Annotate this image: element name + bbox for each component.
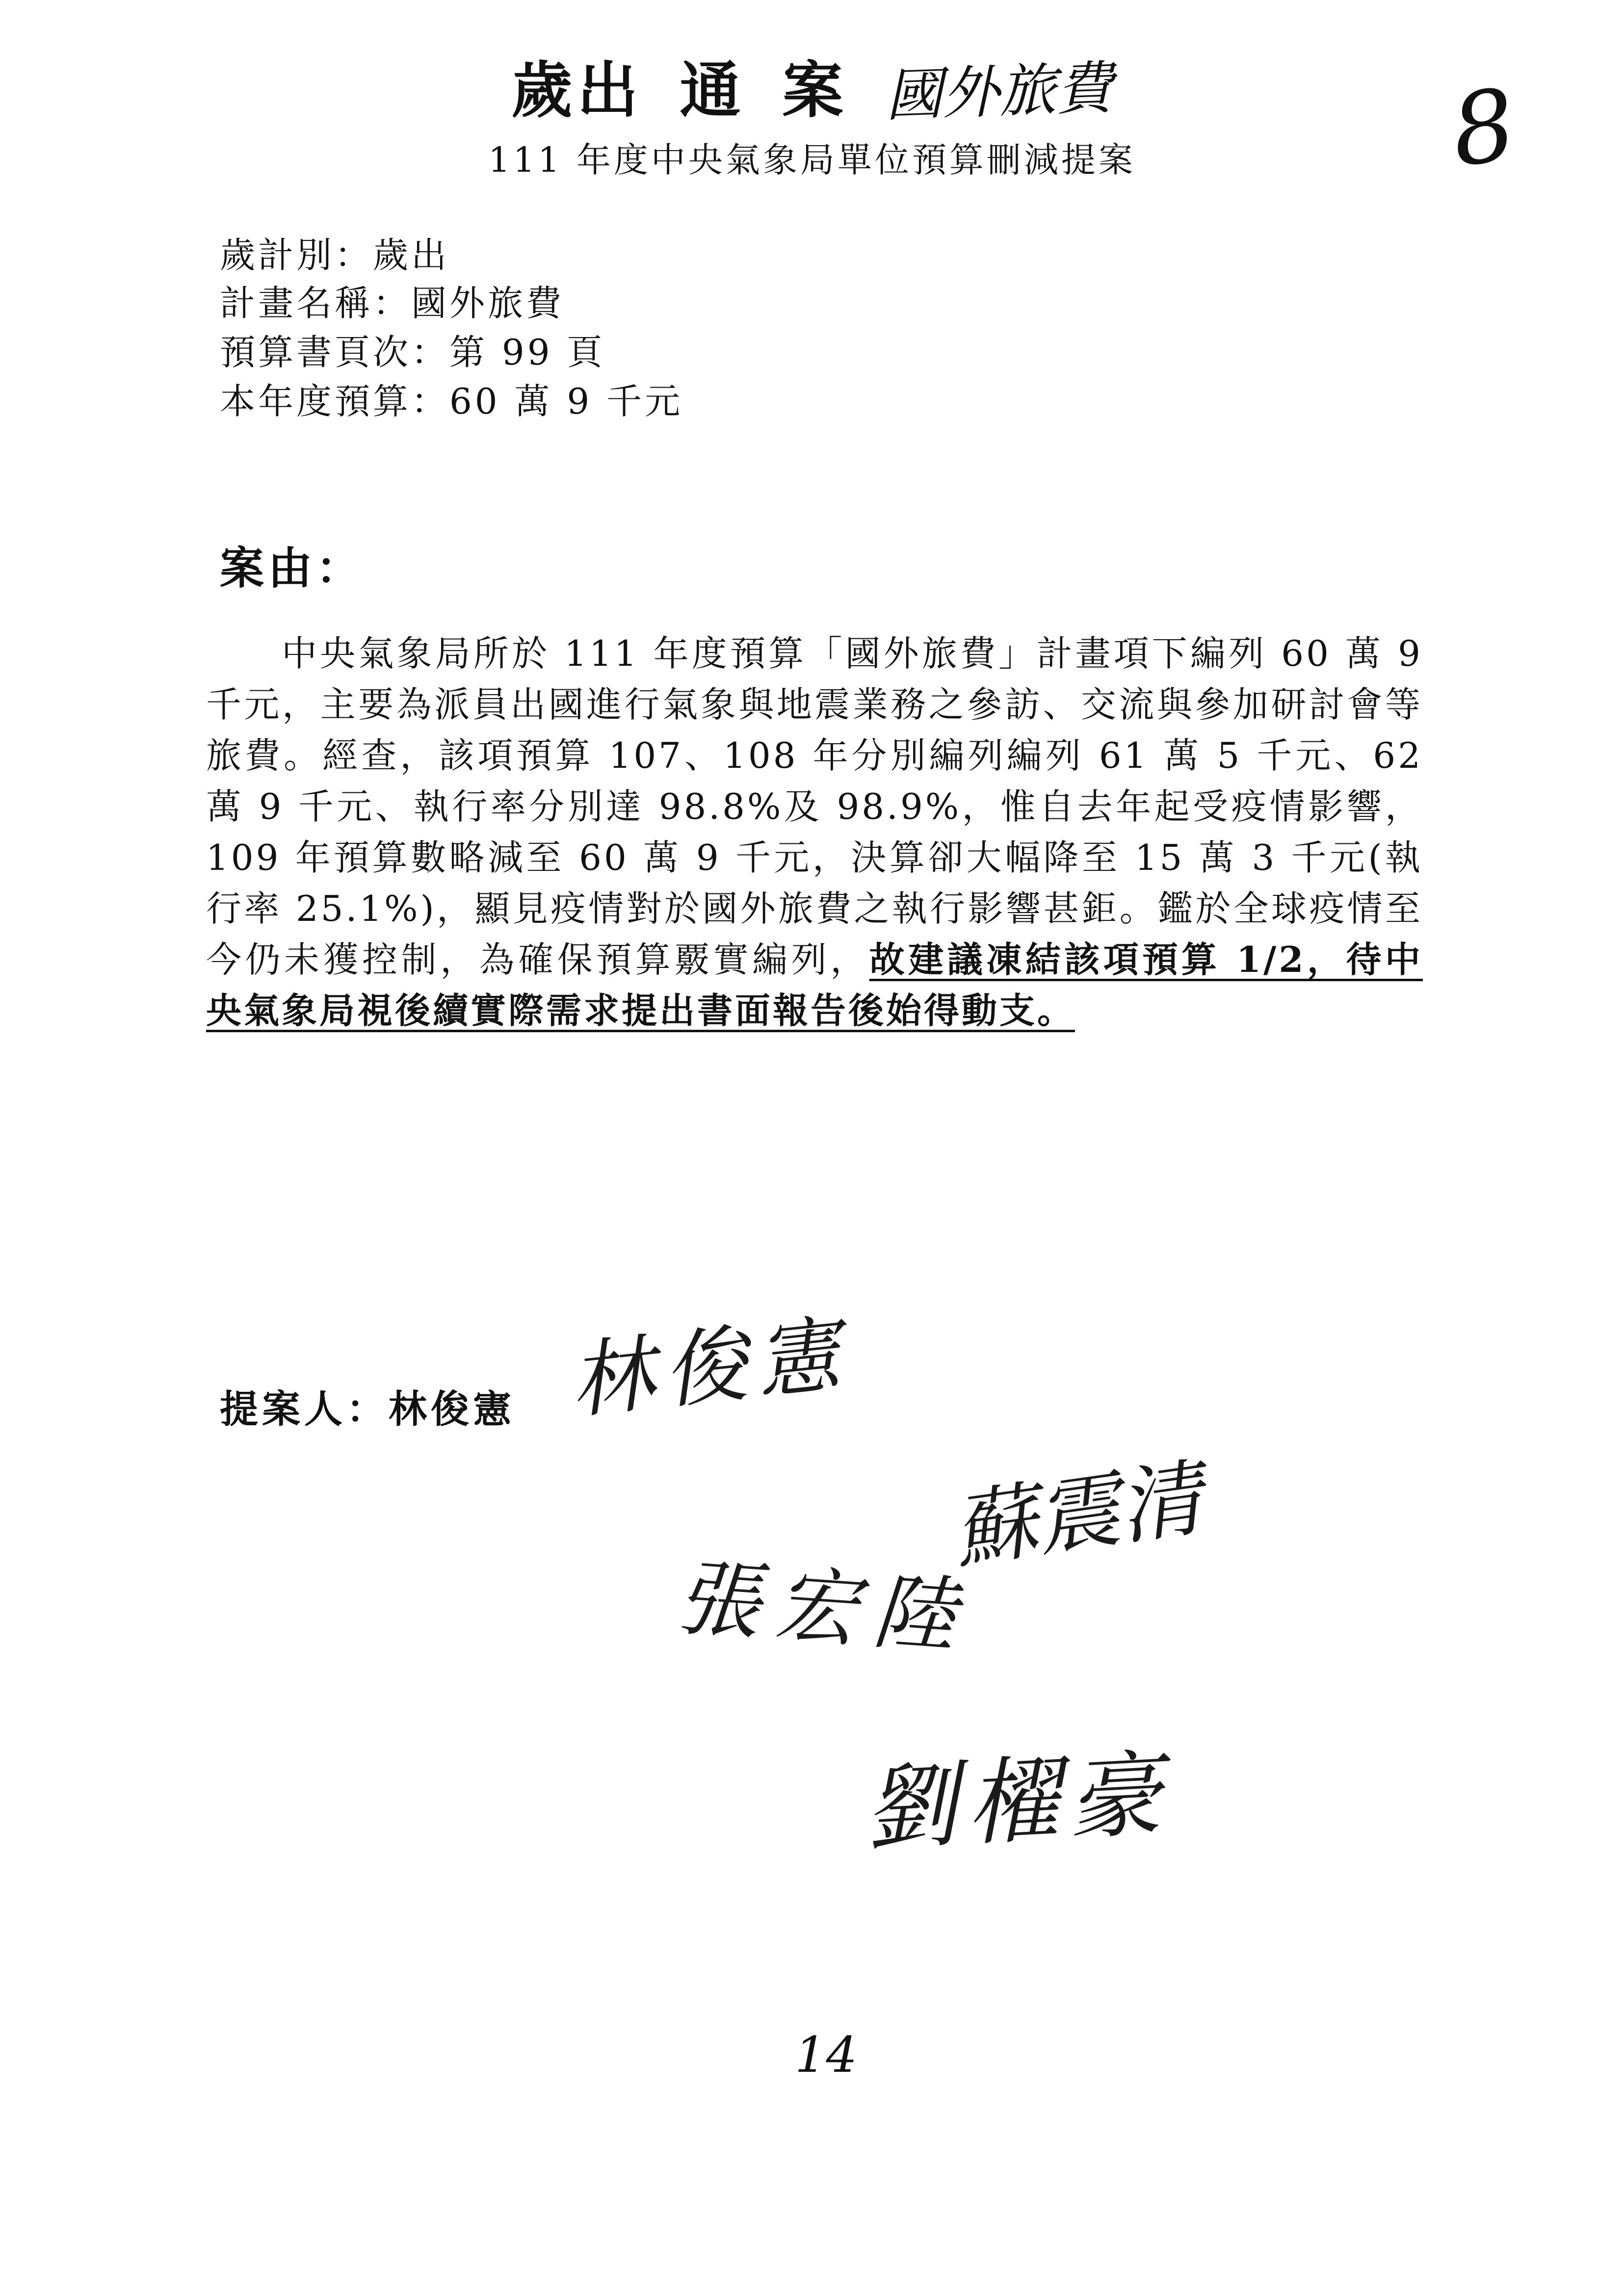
signature-1: 林俊憲 <box>565 1305 854 1431</box>
handwritten-page-number: 8 <box>1444 67 1522 189</box>
reason-heading: 案由： <box>220 542 364 594</box>
document-title <box>0 42 1624 129</box>
plan-name-line: 計畫名稱：國外旅費 <box>220 283 565 324</box>
signature-4: 劉櫂豪 <box>861 1739 1173 1864</box>
reason-text: 中央氣象局所於 111 年度預算「國外旅費」計畫項下編列 60 萬 9 千元，主要為派員出國進行氣象與地震業務之參訪、交流與參加研討會等旅費。經查，該項預算 107、108 年分別編列編列 61 萬 5 千元、62 萬 9 千元、執行率分別達 98.8%及 98.9%，惟自去年起受疫情影響，109 年預算數略減至 60 萬 9 千元，決算卻大幅降至 15 萬 3 千元(執行率 25.1%)，顯見疫情對於國外旅費之執行影響甚鉅。鑑於全球疫情至今仍未獲控制，為確保預算覈實編列， <box>206 633 1423 980</box>
proposer-label: 提案人：林俊憲 <box>220 1387 516 1432</box>
annual-budget-line: 本年度預算：60 萬 9 千元 <box>220 381 683 422</box>
reason-paragraph <box>206 628 1423 1036</box>
category-stamp-case: 案 <box>782 55 848 126</box>
signature-3: 張宏陸 <box>673 1549 974 1667</box>
handwritten-category-label: 國外旅費 <box>884 54 1114 130</box>
budget-page-line: 預算書頁次：第 99 頁 <box>220 332 605 373</box>
footer-page-number: 14 <box>795 2026 858 2084</box>
category-stamp-expenditure: 歲出 <box>511 55 643 126</box>
signature-2: 蘇震清 <box>947 1449 1209 1581</box>
budget-type-line: 歲計別：歲出 <box>220 235 450 276</box>
document-subtitle: 111 年度中央氣象局單位預算刪減提案 <box>488 140 1136 180</box>
category-stamp-pass: 通 <box>680 55 746 126</box>
reason-recommendation: 故建議凍結該項預算 1/2，待中央氣象局視後續實際需求提出書面報告後始得動支。 <box>206 939 1423 1031</box>
